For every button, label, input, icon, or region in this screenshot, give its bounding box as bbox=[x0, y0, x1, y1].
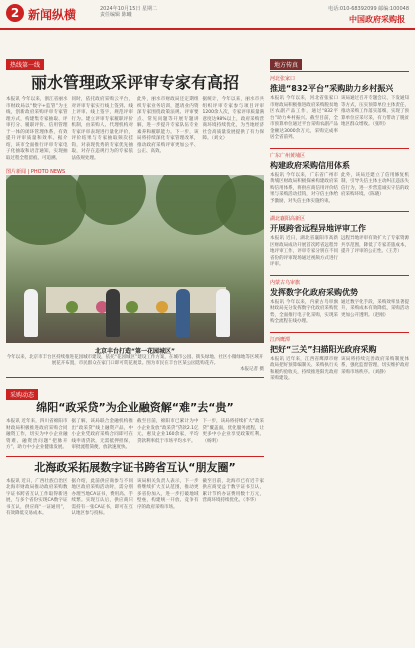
brief-wushen bbox=[270, 275, 409, 326]
contact-info: 电话:010-68392099 邮编:100048 bbox=[328, 6, 409, 12]
photo-label: 图片新闻 | PHOTO NEWS bbox=[6, 169, 66, 175]
photo-tree bbox=[216, 175, 264, 235]
brief-body bbox=[270, 300, 409, 326]
brief-region: 湖北襄阳高新区 bbox=[270, 216, 306, 222]
brief-body bbox=[270, 357, 409, 383]
beihai-title: 北海政采拓展数字证书跨省互认“朋友圈” bbox=[34, 460, 236, 474]
right-column bbox=[270, 52, 409, 642]
beihai-article bbox=[6, 461, 264, 518]
issue-date: 2024年10月15日 星期二 bbox=[100, 6, 158, 12]
brief-body-col1: 本报讯 近年来，江西省鹰潭市财政局把好预算编制关、采购执行关和履约验收关，持续推进阳光政府采购建设。 bbox=[270, 356, 338, 381]
mianyang-body-col1: 本报讯 近年来，四川省绵阳市财政局积极推进政府采购合同融资工作，切实为中小企业融资难、融资贵问题“把脉开方”，助力中小企业健康发展。 bbox=[6, 419, 68, 450]
mianyang-body-col3: 截至目前，绵阳市已累计为中小企业发放“政采贷”贷款2.1亿元，惠及企业160余家，平均贷款利率低于市场平均水平。 bbox=[137, 419, 199, 444]
photo-image bbox=[6, 175, 264, 343]
photo-tree bbox=[6, 175, 86, 245]
brief-body-col1: 本报讯 今年以来，广东省广州市黄埔区财政局积极探索构建政府采购信用体系，将供应商信用评价结果与采购活动挂钩，对守信主体给予激励，对失信主体实施约束。 bbox=[270, 172, 338, 204]
brief-region: 江西鹰潭 bbox=[270, 336, 291, 343]
page-header bbox=[0, 0, 415, 30]
issue-editor: 责任编辑 陈曦 bbox=[100, 12, 132, 18]
lead-body-col2: 同时，依托政府采购云平台，对评审专家实行线上签到、线上评审、线上签字，规范评审行为。建立评审专家履职评价机制，由采购人、代理机构对专家评审表现进行量化评价，评价结果与专家抽取频次挂钩，对表现优秀的专家优先抽取，对存在违规行为的专家依法依规处理。 bbox=[71, 97, 133, 161]
issue-meta bbox=[100, 6, 157, 18]
brief-title: 推进“832平台”采购助力乡村振兴 bbox=[270, 84, 394, 93]
right-section-tag: 地方传真 bbox=[270, 59, 302, 70]
photo-news bbox=[6, 168, 264, 373]
photo-tree bbox=[76, 175, 146, 225]
brief-body bbox=[270, 173, 409, 206]
mianyang-article bbox=[6, 382, 264, 452]
left-column bbox=[6, 52, 264, 642]
brief-body-col1: 本报讯 今年以来，内蒙古乌审旗财政局充分发挥数字化政府采购优势，全面推行电子化采购，实现采购全流程在线办理。 bbox=[270, 299, 338, 324]
brief-body-col1: 本报讯 近日，湖北省襄阳市高新区财政局成功开展首次跨省远程异地评审工作，评审专家分别在不同省份的评审现场通过视频方式进行评审。 bbox=[270, 236, 338, 267]
brief-title: 开展跨省远程异地评审工作 bbox=[270, 224, 366, 233]
mianyang-body-col2: 据了解，该局联合金融机构推出“政采贷”线上融资产品，中小企业凭政府采购合同即可在线申请贷款，无需抵押担保，审批流程简便，放款速度快。 bbox=[71, 419, 133, 450]
photo-person bbox=[24, 289, 38, 337]
mianyang-title: 绵阳“政采贷”为企业融资解“难”去“贵” bbox=[36, 401, 234, 414]
section-divider bbox=[6, 456, 264, 457]
mianyang-tag: 采购动态 bbox=[6, 389, 38, 400]
beihai-body-col2: 据介绍，此前供应商参与不同地区政府采购活动时，需分别办理当地CA证书，费用高、手续繁。实现互认后，供应商只需持有一张CA证书，即可在互认地区参与投标。 bbox=[71, 478, 133, 516]
photo-description: 今年以来，北京市丰台区持续推进花园城市建设，依托“花园城区”建设工作方案，在城市公园、街头绿地、社区小微绿地等区域开展花卉布置，市民群众在家门口即可赏花观景。图为市民在丰台区某公园选购花卉。 bbox=[6, 355, 264, 366]
brief-huangpu bbox=[270, 148, 409, 206]
lead-body-col1: 本报讯 今年以来，浙江省丽水市财政局以“数字+监管”为主线，创新政府采购评审专家管理方式，构建集专家抽取、评审打分、履职评价、信用管理于一体的闭环管理体系，有效提升评审质量和效率。据介绍，该市全面推行评审专家电子化抽取和语音通知，实现抽取过程全程留痕、可追溯。 bbox=[6, 97, 68, 161]
brief-body-col2: 通过数字化手段，采购效率显著提升，采购成本有效降低，采购活动更加公开透明。（赵刚） bbox=[341, 299, 409, 318]
paper-name: 中国政府采购报 bbox=[349, 15, 405, 24]
lead-tag: 热线第一线 bbox=[6, 59, 44, 70]
beihai-body bbox=[6, 479, 264, 518]
photo-plant bbox=[156, 301, 168, 313]
section-name: 新闻纵横 bbox=[28, 8, 77, 22]
photo-person bbox=[176, 289, 190, 337]
brief-body-col2: 远程异地评审有效扩大了专家资源共享范围，降低了专家差旅成本，提升了评审的公正性。（王芳） bbox=[341, 236, 409, 254]
brief-title: 构建政府采购信用体系 bbox=[270, 160, 350, 170]
photo-credit: 本报记者 摄 bbox=[240, 367, 264, 372]
brief-region: 内蒙古乌审旗 bbox=[270, 279, 301, 286]
lead-title: 丽水管理政采评审专家有高招 bbox=[30, 73, 239, 92]
brief-body-col1: 本报讯 今年以来，河北省张家口市财政局积极推进政府采购脱贫地区农副产品工作，通过“832平台”助力乡村振兴。截至目前，全市预算单位通过平台采购农副产品金额达3000余万元，采购完成率居全省前列。 bbox=[270, 96, 338, 140]
lead-body-col3: 此外，丽水市财政局还定期组织专家业务培训，邀请业内资深专家围绕政策法规、评审要点、常见问题等开展专题讲解，进一步提升专家队伍专业素养和履职能力。下一步，该局将持续深化专家管理改革，推动政府采购评审更加公平、公正、高效。 bbox=[137, 97, 199, 154]
beihai-body-col3: 该局相关负责人表示，下一步将继续扩大互认范围，推动更多省份加入，进一步打破地域壁垒，构建统一开放、竞争有序的政府采购市场。 bbox=[137, 478, 199, 510]
photo-plant bbox=[126, 301, 138, 313]
photo-plant bbox=[66, 301, 78, 313]
brief-region: 河北张家口 bbox=[270, 76, 296, 82]
brief-xiangyang bbox=[270, 211, 409, 269]
brief-body bbox=[270, 236, 409, 269]
brief-title: 发挥数字化政府采购优势 bbox=[270, 287, 358, 297]
mianyang-body bbox=[6, 419, 264, 452]
beihai-body-col4: 截至目前，北海市已有近千家供应商受益于数字证书互认，累计节约办证费用数十万元，营商环境持续优化。（李华） bbox=[202, 478, 264, 503]
mianyang-body-col4: 下一步，该局将持续扩大“政采贷”覆盖面，优化服务流程，让更多中小企业享受政策红利。（杨明） bbox=[202, 419, 264, 444]
brief-body-col2: 此外，该局还建立了信用修复机制，引导失信主体主动纠正违法失信行为，进一步营造诚实守信的政府采购环境。（陈晓） bbox=[341, 172, 409, 197]
lead-body bbox=[6, 97, 264, 162]
page-number-badge: 2 bbox=[6, 4, 24, 22]
brief-zhangjiakou bbox=[270, 71, 409, 142]
lead-article bbox=[6, 52, 264, 162]
brief-region: 广东广州黄埔区 bbox=[270, 152, 306, 159]
photo-person bbox=[106, 289, 120, 337]
brief-body-col2: 该局将持续完善政府采购制度体系，强化监督管理，切实维护政府采购市场秩序。（刘静） bbox=[341, 356, 409, 375]
photo-person bbox=[216, 289, 230, 337]
photo-caption: 北京丰台打造“第一花园城区” bbox=[95, 348, 175, 355]
brief-yingtan bbox=[270, 332, 409, 383]
brief-body-col2: 该局通过召开专题会议、下发通知等方式，压实预算单位主体责任，推动采购工作落实落细，实现了预算单位应采尽采，有力带动了脱贫地区群众增收。（张明） bbox=[341, 96, 409, 127]
brief-title: 把好“三关”扫描阳光政府采购 bbox=[270, 344, 377, 354]
beihai-body-col1: 本报讯 近日，广西壮族自治区北海市财政局推动政府采购数字证书跨省互认工作取得新进展，与多个省份实现CA数字证书互认，供应商“一证通用”，有效降低交易成本。 bbox=[6, 478, 68, 516]
brief-body bbox=[270, 96, 409, 142]
lead-body-col4: 据统计，今年以来，丽水市共组织评审专家参与项目评审1200余人次，专家评审质量满意度达98%以上，政府采购营商环境持续优化，为当地经济社会高质量发展提供了有力保障。（刘文） bbox=[202, 97, 264, 141]
section-divider bbox=[6, 377, 264, 378]
